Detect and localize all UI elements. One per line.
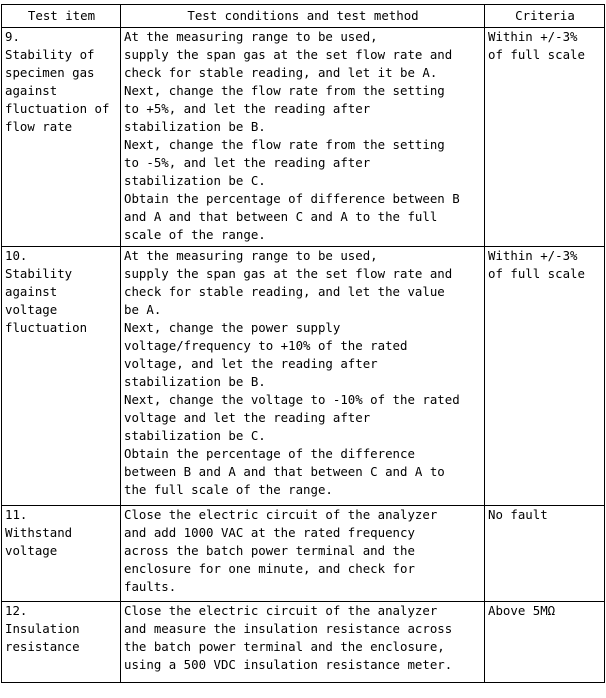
header-row xyxy=(2,5,605,28)
header-test-item: Test item xyxy=(2,5,121,28)
test-item-cell: 9. Stability of specimen gas against fluctuation of flow rate xyxy=(2,28,121,247)
test-method-cell: Close the electric circuit of the analyzer and measure the insulation resistance across the batch power terminal and the enclosure, using a 500 VDC insulation resistance meter. xyxy=(121,602,485,683)
test-criteria-table xyxy=(1,4,605,683)
test-item-cell: 10. Stability against voltage fluctuation xyxy=(2,247,121,506)
criteria-cell: Within +/-3% of full scale xyxy=(485,247,605,506)
table-row xyxy=(2,247,605,506)
test-item-cell: 11. Withstand voltage xyxy=(2,506,121,602)
test-method-cell: At the measuring range to be used, supply the span gas at the set flow rate and check for stable reading, and let the value be A. Next, change the power supply voltage/frequency to +10% of the rated voltage, and let the reading after stabilization be B. Next, change the voltage to -10% of the rated voltage and let the reading after stabilization be C. Obtain the percentage of the difference between B and A and that between C and A to the full scale of the range. xyxy=(121,247,485,506)
header-test-method: Test conditions and test method xyxy=(121,5,485,28)
criteria-cell: Within +/-3% of full scale xyxy=(485,28,605,247)
test-method-cell: Close the electric circuit of the analyzer and add 1000 VAC at the rated frequency across the batch power terminal and the enclosure for one minute, and check for faults. xyxy=(121,506,485,602)
criteria-cell: No fault xyxy=(485,506,605,602)
test-method-cell: At the measuring range to be used, supply the span gas at the set flow rate and check for stable reading, and let it be A. Next, change the flow rate from the setting to +5%, and let the reading after stabilization be B. Next, change the flow rate from the setting to -5%, and let the reading after stabilization be C. Obtain the percentage of difference between B and A and that between C and A to the full scale of the range. xyxy=(121,28,485,247)
criteria-cell: Above 5MΩ xyxy=(485,602,605,683)
header-criteria: Criteria xyxy=(485,5,605,28)
table-row xyxy=(2,28,605,247)
table-row xyxy=(2,602,605,683)
table-row xyxy=(2,506,605,602)
test-item-cell: 12. Insulation resistance xyxy=(2,602,121,683)
